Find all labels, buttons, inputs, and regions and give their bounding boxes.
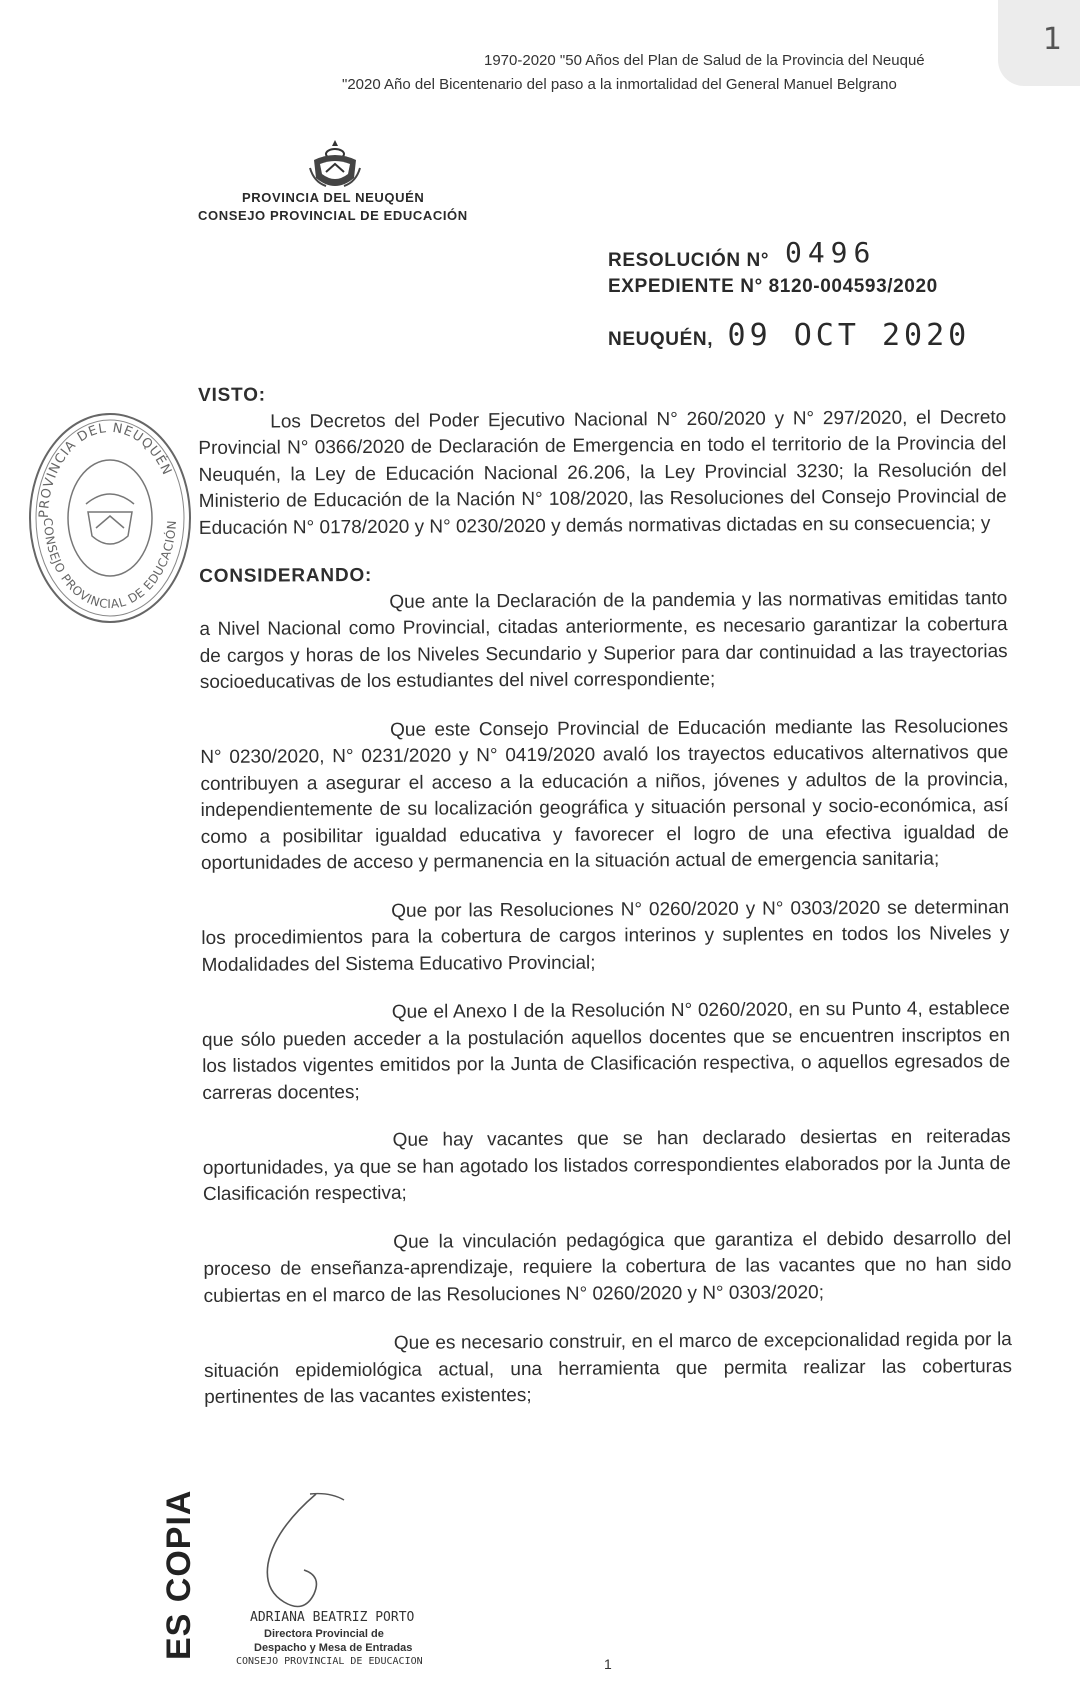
- considerando-paragraph: Que por las Resoluciones N° 0260/2020 y N° 0303/2020 se determinan los procedimientos para la cobertura de cargos interinos y suplentes en todos los Niveles y Modalidades del Sistema Educativo Provincial;: [201, 896, 1010, 976]
- considerando-heading: CONSIDERANDO:: [199, 564, 373, 587]
- signer-organization: CONSEJO PROVINCIAL DE EDUCACION: [236, 1656, 423, 1667]
- handwritten-signature: [244, 1490, 414, 1630]
- considerando-paragraph: Que hay vacantes que se han declarado desiertas en reiteradas oportunidades, ya que se han agotado los listados correspondientes elaborados por la Junta de Clasificación respectiva;: [202, 1126, 1011, 1205]
- resolution-number-row: [608, 236, 938, 272]
- signer-title-line2: Despacho y Mesa de Entradas: [254, 1642, 413, 1654]
- resolution-number-stamp: 0496: [784, 236, 877, 269]
- page-corner-tab: [998, 0, 1080, 86]
- expediente-number: EXPEDIENTE N° 8120-004593/2020: [608, 276, 938, 297]
- org-province-line: PROVINCIA DEL NEUQUÉN: [242, 190, 425, 205]
- svg-text:CONSEJO PROVINCIAL DE EDUCACIÓ: [41, 518, 179, 612]
- date-row: [608, 318, 970, 353]
- es-copia-stamp: ES COPIA: [160, 1489, 198, 1660]
- seal-text-bottom: CONSEJO PROVINCIAL DE EDUCACIÓN: [40, 517, 180, 612]
- document-body: [198, 378, 1012, 1433]
- resolution-block: [608, 236, 938, 302]
- resolution-label: RESOLUCIÓN N°: [608, 250, 770, 271]
- considerando-paragraph: Que el Anexo I de la Resolución N° 0260/2020, en su Punto 4, establece que sólo pueden acceder a la postulación aquellos docentes que se encuentren inscriptos en los listados vigentes emitidos por la Junta de Clasificación respectiva, o aquellos egresados de carreras docentes;: [201, 998, 1011, 1104]
- footer-page-number: 1: [604, 1656, 612, 1672]
- signer-name: ADRIANA BEATRIZ PORTO: [250, 1610, 415, 1625]
- corner-page-number: 1: [1042, 22, 1062, 57]
- provincial-shield-icon: [306, 138, 364, 194]
- signer-title-line1: Directora Provincial de: [264, 1628, 384, 1640]
- seal-text-top: PROVINCIA DEL NEUQUÉN: [36, 420, 175, 519]
- considerando-paragraph: Que este Consejo Provincial de Educación mediante las Resoluciones N° 0230/2020, N° 0231/2020 y N° 0419/2020 avaló los trayectos educativos alternativos que contribuyen a asegurar el acceso a la educación a niños, jóvenes y adultos de la provincia, independientemente de su localización geográfica y situación personal y socio-económica, así como a posibilitar igualdad educativa y favorecer el logro de una efectiva igualdad de oportunidades de acceso y permanencia en la situación actual de emergencia sanitaria;: [200, 715, 1009, 874]
- visto-heading: VISTO:: [198, 384, 266, 406]
- header-anniversary-line: 1970-2020 "50 Años del Plan de Salud de la Provincia del Neuqué: [484, 52, 925, 69]
- considerando-paragraph: Que ante la Declaración de la pandemia y las normativas emitidas tanto a Nivel Nacional como Provincial, citadas anteriormente, es necesario garantizar la cobertura de cargos y horas de los Niveles Secundario y Superior para dar continuidad a las trayectorias socioeducativas de los estudiantes del nivel correspondiente;: [199, 587, 1008, 693]
- place-label: NEUQUÉN,: [608, 329, 714, 350]
- considerando-paragraph: Que es necesario construir, en el marco de excepcionalidad regida por la situación epidemiológica actual, una herramienta que permita realizar las coberturas pertinentes de las vacantes existentes;: [203, 1329, 1013, 1408]
- visto-paragraph: Los Decretos del Poder Ejecutivo Nacional N° 260/2020 y N° 297/2020, el Decreto Provincial N° 0366/2020 de Declaración de Emergencia en todo el territorio de la Provincia del Neuquén, la Ley de Educación Nacional 26.206, la Ley Provincial 3230; la Resolución del Ministerio de Educación de la Nación N° 108/2020, las Resoluciones del Consejo Provincial de Educación N° 0178/2020 y N° 0230/2020 y demás normativas dictadas en su consecuencia; y: [198, 406, 1007, 539]
- svg-text:PROVINCIA DEL NEUQUÉN: [37, 421, 174, 518]
- considerando-paragraph: Que la vinculación pedagógica que garantiza el debido desarrollo del proceso de enseñanza-aprendizaje, requiere la cobertura de las vacantes que no han sido cubiertas en el marco de las Resoluciones N° 0260/2020 y N° 0303/2020;: [203, 1227, 1012, 1307]
- org-council-line: CONSEJO PROVINCIAL DE EDUCACIÓN: [198, 208, 468, 223]
- date-stamp: 09 OCT 2020: [727, 318, 971, 353]
- council-seal-stamp: [26, 412, 194, 624]
- header-bicentenary-line: "2020 Año del Bicentenario del paso a la inmortalidad del General Manuel Belgrano: [342, 76, 897, 93]
